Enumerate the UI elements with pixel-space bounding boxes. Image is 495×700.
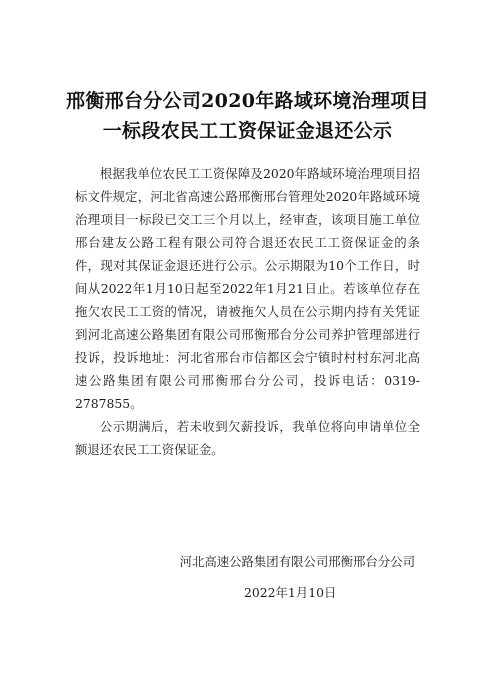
document-body: [75, 162, 420, 461]
body-paragraph-1: 根据我单位农民工工资保障及2020年路域环境治理项目招标文件规定，河北省高速公路邢衡邢台管理处2020年路域环境治理项目一标段已交工三个月以上，经审查，该项目施工单位邢台建友公路工程有限公司符合退还农民工工资保证金的条件，现对其保证金退还进行公示。公示期限为10个工作日，时间从2022年1月10日起至2022年1月21日止。若该单位存在拖欠农民工工资的情况，请被拖欠人员在公示期内持有关凭证到河北高速公路集团有限公司邢衡邢台分公司养护管理部进行投诉，投诉地址：河北省邢台市信都区会宁镇时村村东河北高速公路集团有限公司邢衡邢台分公司，投诉电话：0319-2787855。: [75, 166, 420, 411]
document-title: [40, 86, 455, 146]
signature-organization: 河北高速公路集团有限公司邢衡邢台分公司: [179, 554, 415, 569]
title-line-1: 邢衡邢台分公司2020年路域环境治理项目: [66, 90, 429, 112]
title-line-2: 一标段农民工工资保证金退还公示: [102, 120, 393, 142]
signature-date: 2022年1月10日: [244, 585, 337, 600]
body-paragraph-2: 公示期满后，若未收到欠薪投诉，我单位将向申请单位全额退还农民工工资保证金。: [75, 419, 420, 457]
